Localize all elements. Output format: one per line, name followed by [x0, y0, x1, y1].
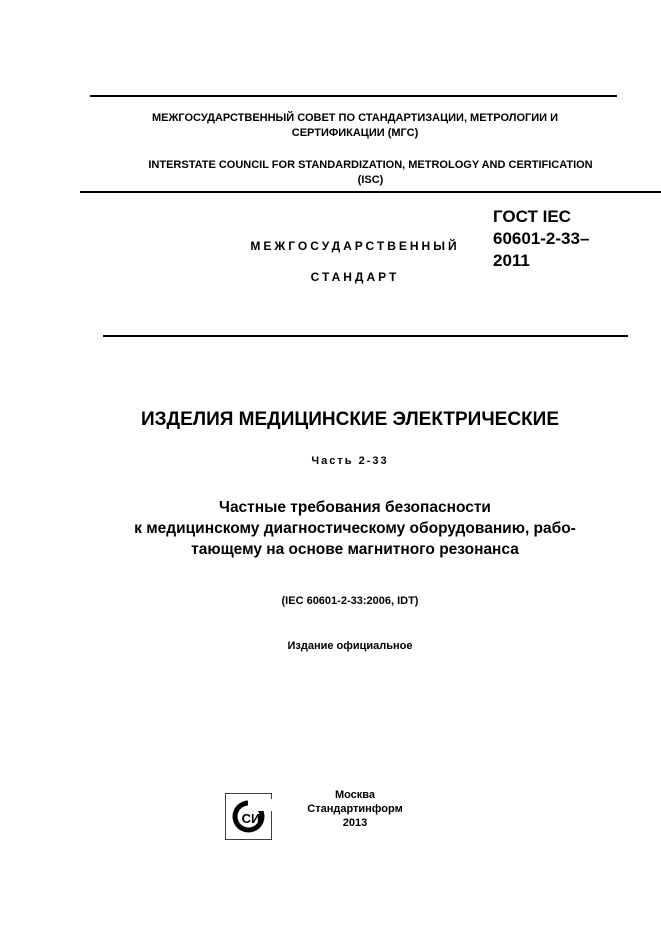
council-ru-line1: МЕЖГОСУДАРСТВЕННЫЙ СОВЕТ ПО СТАНДАРТИЗАЦИИ, МЕТРОЛОГИИ И [151, 112, 559, 124]
gost-code-line2: 60601-2-33– [493, 229, 590, 248]
gost-code-line1: ГОСТ IEC [493, 207, 571, 226]
top-rule [90, 95, 617, 97]
gost-code-line3: 2011 [493, 251, 530, 270]
publisher-city: Москва [334, 789, 376, 801]
subtitle-line2: к медицинскому диагностическому оборудованию, рабо- [134, 520, 576, 537]
council-en-line1: INTERSTATE COUNCIL FOR STANDARDIZATION, METROLOGY AND CERTIFICATION [148, 159, 593, 171]
standard-rule [103, 335, 628, 337]
iec-reference: (IEC 60601-2-33:2006, IDT) [281, 595, 419, 607]
council-en-line2: (ISC) [357, 174, 384, 186]
standartinform-logo-icon [225, 793, 272, 840]
gost-code [493, 206, 643, 272]
part-number: Часть 2-33 [311, 455, 389, 467]
council-name-en [88, 158, 653, 188]
council-ru-line2: СЕРТИФИКАЦИИ (МГС) [291, 127, 419, 139]
standard-label-line1: МЕЖГОСУДАРСТВЕННЫЙ [250, 239, 460, 253]
logo-text: СИ [241, 811, 261, 826]
header-rule [80, 191, 661, 193]
document-subtitle [60, 497, 650, 560]
document-title: ИЗДЕЛИЯ МЕДИЦИНСКИЕ ЭЛЕКТРИЧЕСКИЕ [140, 409, 560, 430]
council-name-ru [90, 111, 620, 141]
subtitle-line3: тающему на основе магнитного резонанса [191, 541, 519, 558]
edition-note: Издание официальное [287, 640, 413, 652]
publisher-name: Стандартинформ [307, 803, 403, 815]
standard-label-line2: СТАНДАРТ [310, 270, 400, 284]
publication-year: 2013 [342, 817, 368, 829]
subtitle-line1: Частные требования безопасности [219, 499, 491, 516]
publisher-block [292, 788, 418, 830]
